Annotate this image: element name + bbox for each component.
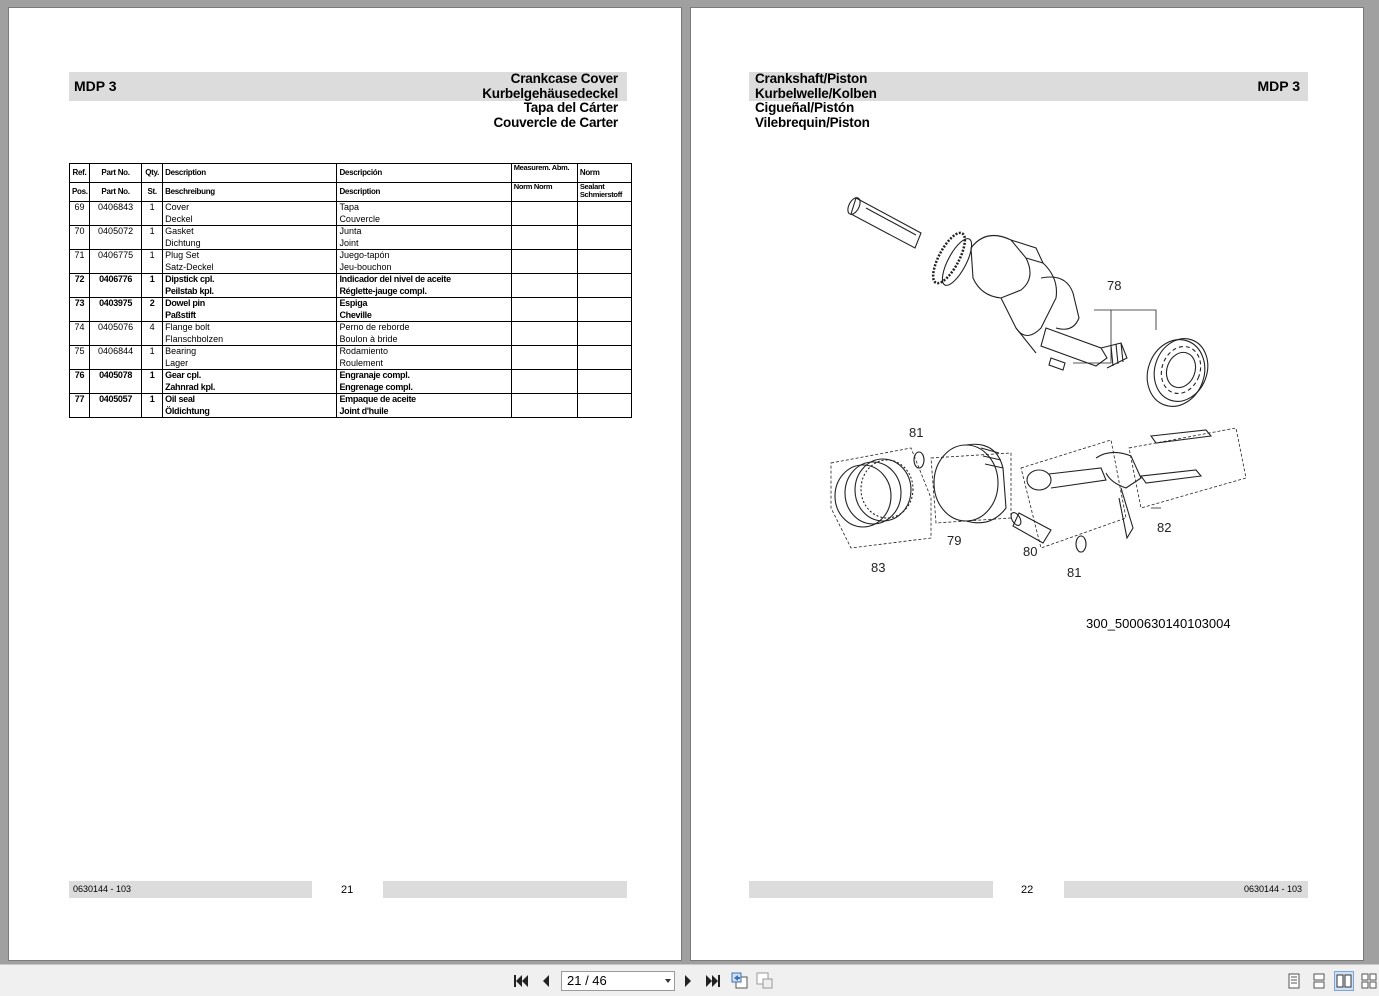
cell-descripcion-es: Perno de reborde (339, 322, 410, 332)
header-part-de: Part No. (90, 183, 142, 202)
next-page-button[interactable] (678, 971, 698, 991)
header-part: Part No. (90, 164, 142, 183)
forward-view-icon (756, 972, 774, 990)
title-fr: Couvercle de Carter (493, 114, 618, 130)
back-view-button[interactable] (730, 971, 750, 991)
cell-measurement (511, 274, 577, 298)
next-page-icon (682, 974, 694, 988)
cell-descripcion-es: Empaque de aceite (339, 394, 416, 404)
cell-qty (142, 274, 163, 298)
cell-descripcion (337, 202, 511, 226)
viewer-toolbar (0, 964, 1379, 996)
cell-ref-ref: 75 (74, 346, 85, 356)
cell-description (163, 226, 337, 250)
cell-qty-qty: 1 (149, 370, 155, 380)
header-desc-en: Description (163, 164, 337, 183)
cell-descripcion (337, 370, 511, 394)
footer-code-bar (69, 881, 312, 898)
cell-norm (577, 226, 631, 250)
cell-part-no (90, 226, 142, 250)
header-qty: Qty. (142, 164, 163, 183)
title-de: Kurbelwelle/Kolben (755, 85, 877, 101)
header-desc-de: Beschreibung (163, 183, 337, 202)
cell-descripcion (337, 322, 511, 346)
callout-81-upper: 81 (909, 425, 924, 440)
cell-descripcion-fr: Joint d'huile (339, 405, 389, 416)
cell-part-no-part: 0406844 (98, 346, 134, 356)
image-code: 300_5000630140103004 (1086, 616, 1231, 631)
footer-code: 0630144 - 103 (1243, 884, 1302, 894)
cell-description-de: Zahnrad kpl. (165, 381, 216, 392)
cell-descripcion-fr: Joint (339, 237, 359, 248)
cell-norm (577, 322, 631, 346)
cell-qty-qty: 1 (149, 274, 155, 284)
cell-description-de: Peilstab kpl. (165, 285, 214, 296)
cell-part-no-part: 0403975 (99, 298, 133, 308)
cell-description-en: Dowel pin (165, 298, 205, 308)
cell-measurement (511, 250, 577, 274)
table-row (70, 202, 632, 226)
callout-81-lower: 81 (1067, 565, 1082, 578)
cell-descripcion (337, 346, 511, 370)
cell-part-no (90, 202, 142, 226)
cell-descripcion-es: Tapa (339, 202, 359, 212)
table-row (70, 250, 632, 274)
cell-qty (142, 370, 163, 394)
cell-descripcion-fr: Boulon à bride (339, 333, 398, 344)
cell-description (163, 274, 337, 298)
crankshaft-drawing (845, 196, 1127, 370)
cell-part-no (90, 370, 142, 394)
table-row (70, 274, 632, 298)
cell-measurement (511, 394, 577, 418)
page-number-select[interactable] (561, 971, 675, 991)
cell-qty-qty: 1 (149, 250, 155, 260)
cell-norm (577, 250, 631, 274)
header-desc-fr: Description (337, 183, 511, 202)
header-measurement: Measurem. Abm. (511, 164, 577, 183)
cell-ref (70, 346, 90, 370)
previous-page-button[interactable] (536, 971, 556, 991)
cell-qty-qty: 4 (149, 322, 155, 332)
cell-measurement (511, 370, 577, 394)
cell-descripcion-es: Engranaje compl. (339, 370, 410, 380)
cell-description-en: Flange bolt (165, 322, 210, 332)
back-view-icon (731, 972, 749, 990)
cell-part-no (90, 322, 142, 346)
cell-norm (577, 202, 631, 226)
cell-part-no (90, 298, 142, 322)
cell-part-no (90, 346, 142, 370)
cell-descripcion-es: Espiga (339, 298, 368, 308)
cell-ref-ref: 71 (74, 250, 85, 260)
continuous-page-icon (1312, 973, 1326, 989)
cell-descripcion-es: Indicador del nivel de aceite (339, 274, 451, 284)
cell-qty-qty: 1 (149, 202, 155, 212)
table-row (70, 394, 632, 418)
cell-descripcion (337, 394, 511, 418)
cell-ref-ref: 74 (74, 322, 85, 332)
continuous-view-button[interactable] (1309, 971, 1329, 991)
cell-descripcion-fr: Engrenage compl. (339, 381, 413, 392)
cell-description (163, 250, 337, 274)
header-ref: Ref. (70, 164, 90, 183)
table-row (70, 346, 632, 370)
chevron-down-icon (665, 979, 671, 983)
title-es: Tapa del Cárter (523, 100, 618, 115)
cell-qty (142, 298, 163, 322)
cell-ref-ref: 72 (74, 274, 85, 284)
cell-description-en: Bearing (165, 346, 197, 356)
title-es: Cigueñal/Pistón (755, 100, 855, 115)
callout-78: 78 (1107, 278, 1122, 293)
cell-ref-ref: 69 (74, 202, 85, 212)
cell-ref (70, 394, 90, 418)
single-page-icon (1287, 973, 1301, 989)
header-norm: Norm (577, 164, 631, 183)
previous-page-icon (540, 974, 552, 988)
cell-descripcion-fr: Réglette-jauge compl. (339, 285, 427, 296)
table-row (70, 298, 632, 322)
cell-description-en: Plug Set (165, 250, 200, 260)
cell-ref-ref: 77 (74, 394, 85, 404)
cell-measurement (511, 226, 577, 250)
parts-table (69, 163, 632, 418)
cell-description-en: Cover (165, 202, 190, 212)
cell-description-de: Satz-Deckel (165, 261, 214, 272)
cell-qty (142, 250, 163, 274)
cell-norm (577, 394, 631, 418)
section-title (482, 72, 618, 130)
cell-description (163, 346, 337, 370)
cell-ref (70, 298, 90, 322)
piston-pin-drawing (1009, 511, 1051, 543)
cell-descripcion (337, 226, 511, 250)
cell-descripcion (337, 298, 511, 322)
title-de: Kurbelgehäusedeckel (482, 85, 618, 101)
callout-80: 80 (1023, 544, 1038, 559)
cell-ref-ref: 70 (74, 226, 85, 236)
cell-ref (70, 274, 90, 298)
cell-measurement (511, 346, 577, 370)
cell-description-de: Öldichtung (165, 405, 210, 416)
table-row (70, 226, 632, 250)
header-pos: Pos. (70, 183, 90, 202)
cell-part-no-part: 0405078 (99, 370, 133, 380)
cell-description-de: Deckel (165, 213, 193, 224)
cell-ref (70, 202, 90, 226)
cell-qty (142, 202, 163, 226)
cell-description-en: Dipstick cpl. (165, 274, 215, 284)
cell-description-en: Gear cpl. (165, 370, 201, 380)
model-label: MDP 3 (1257, 78, 1300, 94)
cell-part-no-part: 0405057 (99, 394, 133, 404)
circlip-upper-drawing (914, 452, 924, 468)
exploded-parts-diagram (811, 178, 1251, 578)
cell-part-no (90, 274, 142, 298)
cell-ref-ref: 76 (74, 370, 85, 380)
header-sealant: Sealant Schmierstoff (577, 183, 631, 202)
continuous-facing-icon (1361, 973, 1377, 989)
footer-code-bar (1064, 881, 1308, 898)
cell-ref (70, 322, 90, 346)
cell-ref-ref: 73 (74, 298, 85, 308)
table-row (70, 370, 632, 394)
cell-descripcion (337, 250, 511, 274)
cell-description-de: Flanschbolzen (165, 333, 224, 344)
last-page-icon (705, 974, 721, 988)
page-indicator: 21 / 46 (567, 973, 607, 988)
cell-part-no-part: 0405072 (98, 226, 134, 236)
cell-descripcion-es: Juego-tapón (339, 250, 390, 260)
cell-descripcion-fr: Cheville (339, 309, 372, 320)
cell-descripcion-fr: Couvercle (339, 213, 380, 224)
circlip-lower-drawing (1076, 536, 1086, 552)
model-label: MDP 3 (74, 78, 117, 94)
cell-descripcion-fr: Roulement (339, 357, 383, 368)
header-st: St. (142, 183, 163, 202)
cell-descripcion-es: Junta (339, 226, 362, 236)
cell-ref (70, 226, 90, 250)
cell-norm (577, 370, 631, 394)
cell-description-de: Paßstift (165, 309, 196, 320)
table-row (70, 322, 632, 346)
cell-norm (577, 346, 631, 370)
cell-description (163, 322, 337, 346)
callout-79: 79 (947, 533, 962, 548)
cell-part-no-part: 0405076 (98, 322, 134, 332)
facing-pages-icon (1336, 973, 1352, 989)
connecting-rod-drawing (1021, 428, 1246, 548)
cell-measurement (511, 202, 577, 226)
cell-part-no-part: 0406775 (98, 250, 134, 260)
first-page-icon (513, 974, 529, 988)
cell-qty-qty: 2 (149, 298, 155, 308)
cell-description-en: Gasket (165, 226, 194, 236)
piston-drawing (931, 444, 1011, 523)
callout-83: 83 (871, 560, 886, 575)
header-norm-norm: Norm Norm (511, 183, 577, 202)
footer-bar-left (749, 881, 993, 898)
cell-qty (142, 322, 163, 346)
page-number: 21 (341, 884, 354, 896)
cell-qty (142, 394, 163, 418)
title-fr: Vilebrequin/Piston (755, 114, 870, 130)
header-desc-es: Descripción (337, 164, 511, 183)
last-page-button[interactable] (703, 971, 723, 991)
cell-description (163, 298, 337, 322)
cell-qty-qty: 1 (149, 346, 155, 356)
continuous-facing-view-button[interactable] (1359, 971, 1379, 991)
cell-description-de: Lager (165, 357, 189, 368)
cell-norm (577, 298, 631, 322)
section-title (755, 72, 877, 130)
footer-bar-right (383, 881, 627, 898)
cell-ref (70, 250, 90, 274)
cell-descripcion (337, 274, 511, 298)
cell-description-de: Dichtung (165, 237, 201, 248)
callout-82: 82 (1157, 520, 1172, 535)
cell-measurement (511, 322, 577, 346)
cell-descripcion-fr: Jeu-bouchon (339, 261, 392, 272)
cell-qty (142, 346, 163, 370)
facing-view-button[interactable] (1334, 971, 1354, 991)
cell-description (163, 370, 337, 394)
single-page-view-button[interactable] (1284, 971, 1304, 991)
cell-part-no (90, 250, 142, 274)
forward-view-button[interactable] (755, 971, 775, 991)
cell-qty-qty: 1 (149, 226, 155, 236)
cell-ref (70, 370, 90, 394)
cell-descripcion-es: Rodamiento (339, 346, 388, 356)
cell-description (163, 202, 337, 226)
bearing-drawing (1138, 331, 1216, 414)
cell-description-en: Oil seal (165, 394, 195, 404)
cell-qty (142, 226, 163, 250)
cell-norm (577, 274, 631, 298)
first-page-button[interactable] (511, 971, 531, 991)
page-22 (690, 7, 1364, 961)
cell-qty-qty: 1 (149, 394, 155, 404)
title-en: Crankcase Cover (510, 71, 618, 86)
cell-part-no-part: 0406776 (99, 274, 133, 284)
cell-part-no-part: 0406843 (98, 202, 134, 212)
page-number: 22 (1021, 884, 1034, 896)
piston-rings-drawing (831, 448, 931, 548)
page-21 (8, 7, 682, 961)
title-en: Crankshaft/Piston (755, 71, 868, 86)
footer-code: 0630144 - 103 (73, 884, 132, 894)
cell-description (163, 394, 337, 418)
cell-measurement (511, 298, 577, 322)
cell-part-no (90, 394, 142, 418)
